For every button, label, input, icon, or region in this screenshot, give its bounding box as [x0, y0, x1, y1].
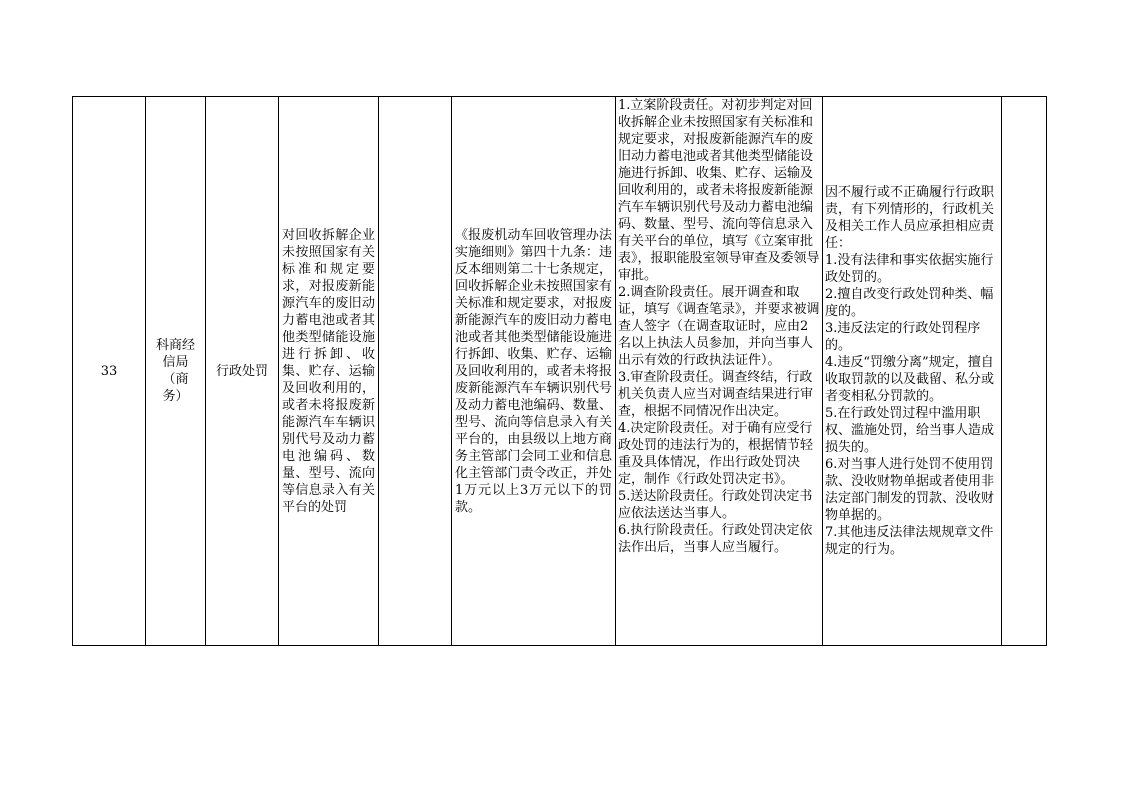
- sub-item-cell: [379, 97, 452, 646]
- accountability-item: 3.违反法定的行政处罚程序的。: [825, 321, 981, 353]
- legal-basis-text: 《报废机动车回收管理办法实施细则》第四十九条：违反本细则第二十七条规定，回收拆解企业未按照国家有关标准和规定要求，对报废新能源汽车的废旧动力蓄电池或者其他类型储能设施进行拆卸、收集、贮存、运输及回收利用的，或者未将报废新能源汽车车辆识别代号及动力蓄电池编码、数量、型号、流向等信息录入有关平台的，由县级以上地方商务主管部门会同工业和信息化主管部门责令改正，并处1万元以上3万元以下的罚款。: [455, 227, 612, 515]
- responsibility-item: 4.决定阶段责任。对于确有应受行政处罚的违法行为的，根据情节轻重及具体情况，作出行政处罚决定，制作《行政处罚决定书》。: [618, 421, 814, 487]
- department-line: 科商经: [155, 338, 195, 353]
- accountability-item: 6.对当事人进行处罚不使用罚款、没收财物单据或者使用非法定部门制发的罚款、没收财物单据的。: [825, 457, 995, 523]
- department-cell: [146, 97, 206, 646]
- item-cell: [279, 97, 379, 646]
- department-line: （商: [162, 372, 189, 387]
- accountability-item: 5.在行政处罚过程中滥用职权、滥施处罚，给当事人造成损失的。: [825, 406, 995, 455]
- accountability-item: 7.其他违反法律法规规章文件规定的行为。: [825, 525, 994, 557]
- responsibility-text: [616, 97, 822, 645]
- accountability-text: [823, 184, 1001, 558]
- responsibility-item: 3.审查阶段责任。调查终结，行政机关负责人应当对调查结果进行审查，根据不同情况作出决定。: [618, 370, 814, 419]
- responsibility-item: 6.执行阶段责任。行政处罚决定依法作出后，当事人应当履行。: [618, 523, 813, 555]
- power-list-table: [72, 96, 1047, 646]
- department-line: 务）: [162, 389, 189, 404]
- department-name: [146, 337, 205, 405]
- seq-number: 33: [100, 363, 118, 379]
- accountability-item: 1.没有法律和事实依据实施行政处罚的。: [825, 253, 994, 285]
- accountability-item: 2.擅自改变行政处罚种类、幅度的。: [825, 287, 994, 319]
- basis-cell: [452, 97, 616, 646]
- accountability-item: 因不履行或不正确履行行政职责，有下列情形的，行政机关及相关工作人员应承担相应责任：: [825, 185, 995, 251]
- accountability-item: 4.违反“罚缴分离”规定，擅自收取罚款的以及截留、私分或者变相私分罚款的。: [825, 355, 995, 404]
- responsibility-cell: [616, 97, 823, 646]
- responsibility-item: 2.调查阶段责任。展开调查和取证，填写《调查笔录》，并要求被调查人签字（在调查取证时，应由2名以上执法人员参加，并向当事人出示有效的行政执法证件）。: [618, 285, 820, 368]
- remark-cell: [1002, 97, 1047, 646]
- seq-cell: [73, 97, 146, 646]
- responsibility-item: 5.送达阶段责任。行政处罚决定书应依法送达当事人。: [618, 489, 813, 521]
- power-category: 行政处罚: [215, 363, 268, 379]
- category-cell: [206, 97, 279, 646]
- department-line: 信局: [162, 355, 189, 370]
- table-row: [73, 97, 1047, 646]
- responsibility-item: 1.立案阶段责任。对初步判定对回收拆解企业未按照国家有关标准和规定要求，对报废新能源汽车的废旧动力蓄电池或者其他类型储能设施进行拆卸、收集、贮存、运输及回收利用的，或者未将报废新能源汽车车辆识别代号及动力蓄电池编码、数量、型号、流向等信息录入有关平台的单位，填写《立案审批表》，报职能股室领导审查及委领导审批。: [618, 98, 820, 283]
- power-item-name: 对回收拆解企业未按照国家有关标准和规定要求，对报废新能源汽车的废旧动力蓄电池或者其他类型储能设施进行拆卸、收集、贮存、运输及回收利用的，或者未将报废新能源汽车车辆识别代号及动力蓄电池编码、数量、型号、流向等信息录入有关平台的处罚: [282, 227, 375, 515]
- accountability-cell: [823, 97, 1002, 646]
